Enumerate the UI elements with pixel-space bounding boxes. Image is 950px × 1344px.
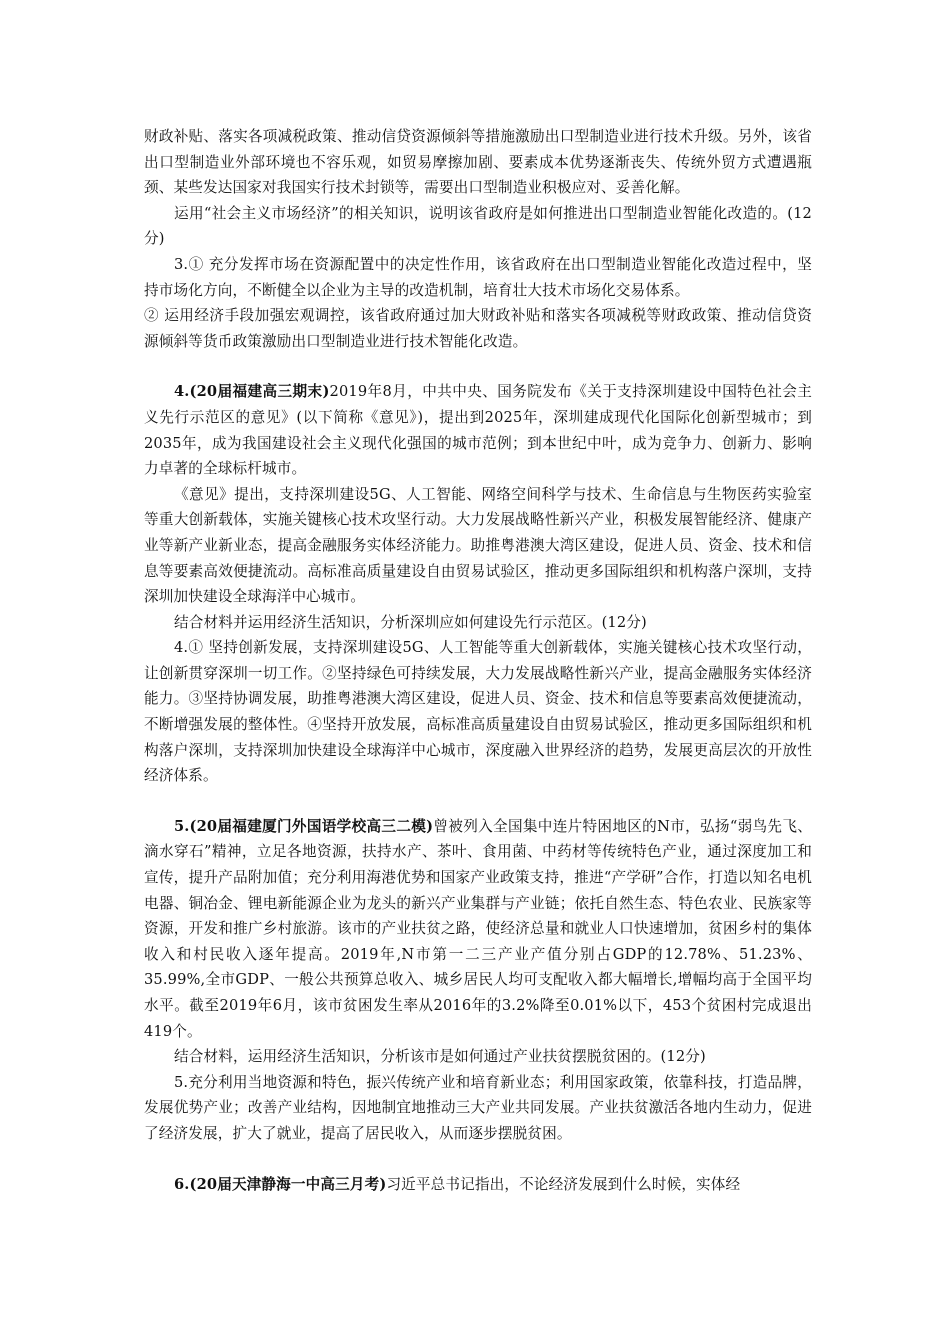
q3-answer-1: 3.① 充分发挥市场在资源配置中的决定性作用，该省政府在出口型制造业智能化改造过程中，坚持市场化方向，不断健全以企业为主导的改造机制，培育壮大技术市场化交易体系。 bbox=[144, 255, 812, 299]
q5-question: 结合材料，运用经济生活知识，分析该市是如何通过产业扶贫摆脱贫困的。(12分) bbox=[174, 1048, 706, 1066]
q5-answer: 5.充分利用当地资源和特色，振兴传统产业和培育新业态；利用国家政策，依靠科技，打造品牌，发展优势产业；改善产业结构，因地制宜地推动三大产业共同发展。产业扶贫激活各地内生动力，促进了经济发展，扩大了就业，提高了居民收入，从而逐步摆脱贫困。 bbox=[144, 1073, 812, 1142]
section-gap bbox=[144, 354, 812, 379]
q4-material-1-text: 2019年8月，中共中央、国务院发布《关于支持深圳建设中国特色社会主义先行示范区的意见》(以下简称《意见》)，提出到2025年，深圳建成现代化国际化创新型城市；到2035年，成为我国建设社会主义现代化强国的城市范例；到本世纪中叶，成为竞争力、创新力、影响力卓著的全球标杆城市。 bbox=[144, 383, 812, 478]
q6-heading: 6.(20届天津静海一中高三月考) bbox=[174, 1175, 387, 1193]
q3-material-tail: 财政补贴、落实各项减税政策、推动信贷资源倾斜等措施激励出口型制造业进行技术升级。另外，该省出口型制造业外部环境也不容乐观，如贸易摩擦加剧、要素成本优势逐渐丧失、传统外贸方式遭遇瓶颈、某些发达国家对我国实行技术封锁等，需要出口型制造业积极应对、妥善化解。 bbox=[144, 128, 812, 197]
q4-heading: 4.(20届福建高三期末) bbox=[174, 383, 330, 401]
q4-material-2: 《意见》提出，支持深圳建设5G、人工智能、网络空间科学与技术、生命信息与生物医药实验室等重大创新载体，实施关键核心技术攻坚行动。大力发展战略性新兴产业，积极发展智能经济、健康产业等新产业新业态，提高金融服务实体经济能力。助推粤港澳大湾区建设，促进人员、资金、技术和信息等要素高效便捷流动。高标准高质量建设自由贸易试验区，推动更多国际组织和机构落户深圳，支持深圳加快建设全球海洋中心城市。 bbox=[144, 485, 812, 606]
q4-material-1 bbox=[144, 379, 812, 481]
section-gap bbox=[144, 1147, 812, 1172]
section-gap bbox=[144, 789, 812, 814]
q3-question: 运用“社会主义市场经济”的相关知识，说明该省政府是如何推进出口型制造业智能化改造的。(12分) bbox=[144, 204, 812, 248]
q5-material-text: 曾被列入全国集中连片特困地区的N市，弘扬“弱鸟先飞、滴水穿石”精神，立足各地资源，扶持水产、茶叶、食用菌、中药材等传统特色产业，通过深度加工和宣传，提升产品附加值；充分利用海港优势和国家产业政策支持，推进“产学研”合作，打造以知名电机电器、铜冶金、锂电新能源企业为龙头的新兴产业集群与产业链；依托自然生态、特色农业、民族家等资源，开发和推广乡村旅游。该市的产业扶贫之路，使经济总量和就业人口快速增加，贫困乡村的集体收入和村民收入逐年提高。2019年,N市第一二三产业产值分别占GDP的12.78%、51.23%、35.99%,全市GDP、一般公共预算总收入、城乡居民人均可支配收入都大幅增长,增幅均高于全国平均水平。截至2019年6月，该市贫困发生率从2016年的3.2%降至0.01%以下，453个贫困村完成退出419个。 bbox=[144, 817, 813, 1040]
q4-answer: 4.① 坚持创新发展，支持深圳建设5G、人工智能等重大创新载体，实施关键核心技术攻坚行动，让创新贯穿深圳一切工作。②坚持绿色可持续发展，大力发展战略性新兴产业，提高金融服务实体经济能力。③坚持协调发展，助推粤港澳大湾区建设，促进人员、资金、技术和信息等要素高效便捷流动，不断增强发展的整体性。④坚持开放发展，高标准高质量建设自由贸易试验区，推动更多国际组织和机构落户深圳，支持深圳加快建设全球海洋中心城市，深度融入世界经济的趋势，发展更高层次的开放性经济体系。 bbox=[144, 639, 812, 785]
q5-heading: 5.(20届福建厦门外国语学校高三二模) bbox=[174, 817, 434, 835]
q5-material bbox=[144, 814, 812, 1044]
q4-question: 结合材料并运用经济生活知识，分析深圳应如何建设先行示范区。(12分) bbox=[174, 613, 647, 631]
document-page bbox=[144, 124, 812, 1197]
q6-material-start: 习近平总书记指出，不论经济发展到什么时候，实体经 bbox=[386, 1175, 741, 1193]
q6-material bbox=[144, 1172, 812, 1198]
q3-answer-2: ② 运用经济手段加强宏观调控，该省政府通过加大财政补贴和落实各项减税等财政政策、推动信贷资源倾斜等货币政策激励出口型制造业进行技术智能化改造。 bbox=[144, 307, 812, 350]
